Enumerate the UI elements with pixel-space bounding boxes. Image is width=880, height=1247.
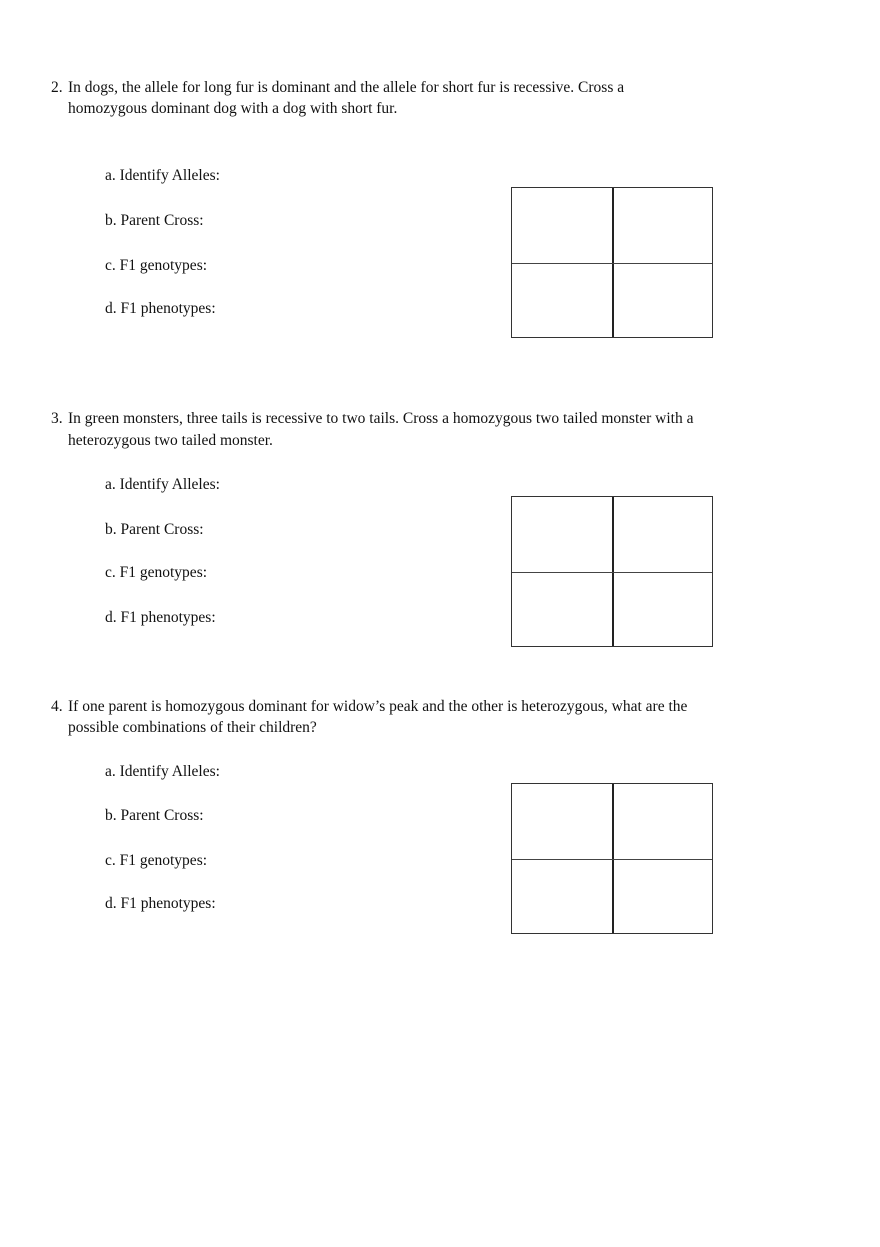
part-f1-genotypes: c. F1 genotypes: bbox=[105, 564, 208, 581]
part-identify-alleles: a. Identify Alleles: bbox=[105, 167, 220, 184]
question-number: 4. bbox=[51, 698, 63, 715]
question-text-line: In dogs, the allele for long fur is dominant and the allele for short fur is recessive. Cross a bbox=[68, 79, 625, 96]
part-f1-genotypes: c. F1 genotypes: bbox=[105, 257, 208, 274]
punnett-divider-horizontal bbox=[512, 572, 712, 573]
question-text-line: In green monsters, three tails is recessive to two tails. Cross a homozygous two tailed monster with a bbox=[68, 410, 694, 427]
part-f1-phenotypes: d. F1 phenotypes: bbox=[105, 609, 216, 626]
part-identify-alleles: a. Identify Alleles: bbox=[105, 476, 220, 493]
part-parent-cross: b. Parent Cross: bbox=[105, 521, 204, 538]
question-text-line: If one parent is homozygous dominant for widow’s peak and the other is heterozygous, what are the bbox=[68, 698, 688, 715]
question-text-line: possible combinations of their children? bbox=[68, 719, 317, 736]
punnett-divider-horizontal bbox=[512, 859, 712, 860]
punnett-square bbox=[511, 187, 713, 338]
part-parent-cross: b. Parent Cross: bbox=[105, 807, 204, 824]
question-number: 2. bbox=[51, 79, 63, 96]
part-identify-alleles: a. Identify Alleles: bbox=[105, 763, 220, 780]
part-f1-phenotypes: d. F1 phenotypes: bbox=[105, 300, 216, 317]
punnett-divider-horizontal bbox=[512, 263, 712, 264]
question-number: 3. bbox=[51, 410, 63, 427]
part-parent-cross: b. Parent Cross: bbox=[105, 212, 204, 229]
part-f1-genotypes: c. F1 genotypes: bbox=[105, 852, 208, 869]
question-text-line: homozygous dominant dog with a dog with short fur. bbox=[68, 100, 398, 117]
punnett-square bbox=[511, 496, 713, 647]
punnett-square bbox=[511, 783, 713, 934]
part-f1-phenotypes: d. F1 phenotypes: bbox=[105, 895, 216, 912]
question-text-line: heterozygous two tailed monster. bbox=[68, 432, 273, 449]
